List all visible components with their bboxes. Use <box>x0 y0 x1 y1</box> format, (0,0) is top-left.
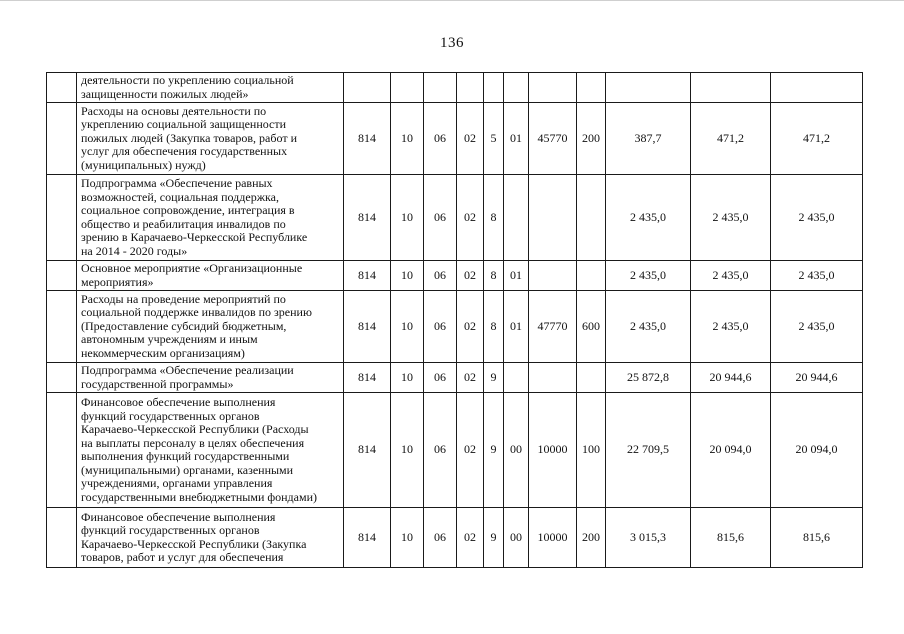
row-margin-cell <box>47 103 77 175</box>
amount-year-1: 387,7 <box>606 103 691 175</box>
program-code: 02 <box>457 261 484 291</box>
section-code: 10 <box>391 508 424 568</box>
row-margin-cell <box>47 261 77 291</box>
table-row <box>47 363 863 393</box>
direction-code <box>529 363 577 393</box>
subsection-code <box>424 73 457 103</box>
table-row <box>47 291 863 363</box>
section-code: 10 <box>391 393 424 508</box>
scan-top-edge <box>0 0 904 1</box>
section-code: 10 <box>391 261 424 291</box>
row-margin-cell <box>47 175 77 261</box>
row-description: Финансовое обеспечение выполнения функций государственных органов Карачаево-Черкесской Республики (Закупка товаров, работ и услуг для обеспечения <box>77 508 344 568</box>
direction-code: 47770 <box>529 291 577 363</box>
subprogram-code: 8 <box>484 175 504 261</box>
direction-code: 10000 <box>529 508 577 568</box>
subsection-code: 06 <box>424 103 457 175</box>
ministry-code: 814 <box>344 291 391 363</box>
amount-year-3: 2 435,0 <box>771 175 863 261</box>
program-code: 02 <box>457 291 484 363</box>
event-code: 00 <box>504 508 529 568</box>
direction-code: 45770 <box>529 103 577 175</box>
ministry-code: 814 <box>344 261 391 291</box>
row-margin-cell <box>47 508 77 568</box>
program-code: 02 <box>457 175 484 261</box>
event-code <box>504 175 529 261</box>
expense-type-code <box>577 73 606 103</box>
amount-year-2: 20 944,6 <box>691 363 771 393</box>
table-row <box>47 508 863 568</box>
event-code: 00 <box>504 393 529 508</box>
section-code: 10 <box>391 363 424 393</box>
amount-year-2: 20 094,0 <box>691 393 771 508</box>
amount-year-3: 20 944,6 <box>771 363 863 393</box>
ministry-code: 814 <box>344 393 391 508</box>
row-description: Основное мероприятие «Организационные мероприятия» <box>77 261 344 291</box>
amount-year-3: 20 094,0 <box>771 393 863 508</box>
subsection-code: 06 <box>424 393 457 508</box>
subsection-code: 06 <box>424 363 457 393</box>
expense-type-code: 200 <box>577 103 606 175</box>
ministry-code: 814 <box>344 363 391 393</box>
section-code: 10 <box>391 103 424 175</box>
table-body <box>47 73 863 568</box>
row-description: Финансовое обеспечение выполнения функций государственных органов Карачаево-Черкесской Республики (Расходы на выплаты персоналу в целях обеспечения выполнения функций государственными (муниципальными) органами, казенными учреждениями, органами управления государственными внебюджетными фондами) <box>77 393 344 508</box>
expense-type-code <box>577 363 606 393</box>
amount-year-1: 2 435,0 <box>606 261 691 291</box>
amount-year-3: 2 435,0 <box>771 261 863 291</box>
subprogram-code: 9 <box>484 508 504 568</box>
amount-year-3: 2 435,0 <box>771 291 863 363</box>
expense-type-code: 600 <box>577 291 606 363</box>
amount-year-1: 22 709,5 <box>606 393 691 508</box>
program-code <box>457 73 484 103</box>
section-code <box>391 73 424 103</box>
row-margin-cell <box>47 73 77 103</box>
amount-year-2 <box>691 73 771 103</box>
direction-code <box>529 73 577 103</box>
amount-year-2: 2 435,0 <box>691 261 771 291</box>
section-code: 10 <box>391 291 424 363</box>
subprogram-code: 5 <box>484 103 504 175</box>
amount-year-2: 471,2 <box>691 103 771 175</box>
table-row <box>47 73 863 103</box>
amount-year-1: 2 435,0 <box>606 175 691 261</box>
subsection-code: 06 <box>424 291 457 363</box>
row-margin-cell <box>47 291 77 363</box>
table-row <box>47 393 863 508</box>
subprogram-code: 9 <box>484 393 504 508</box>
amount-year-1 <box>606 73 691 103</box>
table-row <box>47 261 863 291</box>
subsection-code: 06 <box>424 175 457 261</box>
program-code: 02 <box>457 363 484 393</box>
amount-year-2: 2 435,0 <box>691 175 771 261</box>
amount-year-1: 3 015,3 <box>606 508 691 568</box>
amount-year-2: 815,6 <box>691 508 771 568</box>
ministry-code <box>344 73 391 103</box>
section-code: 10 <box>391 175 424 261</box>
ministry-code: 814 <box>344 175 391 261</box>
amount-year-3: 471,2 <box>771 103 863 175</box>
direction-code <box>529 175 577 261</box>
direction-code: 10000 <box>529 393 577 508</box>
amount-year-3 <box>771 73 863 103</box>
table-row <box>47 175 863 261</box>
expense-type-code <box>577 261 606 291</box>
subprogram-code: 9 <box>484 363 504 393</box>
subsection-code: 06 <box>424 261 457 291</box>
subprogram-code: 8 <box>484 291 504 363</box>
expense-type-code: 200 <box>577 508 606 568</box>
direction-code <box>529 261 577 291</box>
row-margin-cell <box>47 393 77 508</box>
row-description: Расходы на основы деятельности по укреплению социальной защищенности пожилых людей (Закупка товаров, работ и услуг для обеспечения государственных (муниципальных) нужд) <box>77 103 344 175</box>
row-description: Подпрограмма «Обеспечение реализации государственной программы» <box>77 363 344 393</box>
amount-year-1: 2 435,0 <box>606 291 691 363</box>
event-code: 01 <box>504 291 529 363</box>
program-code: 02 <box>457 393 484 508</box>
ministry-code: 814 <box>344 508 391 568</box>
row-description: Расходы на проведение мероприятий по социальной поддержке инвалидов по зрению (Предоставление субсидий бюджетным, автономным учреждениям и иным некоммерческим организациям) <box>77 291 344 363</box>
amount-year-3: 815,6 <box>771 508 863 568</box>
row-description: деятельности по укреплению социальной защищенности пожилых людей» <box>77 73 344 103</box>
amount-year-2: 2 435,0 <box>691 291 771 363</box>
table-row <box>47 103 863 175</box>
event-code: 01 <box>504 261 529 291</box>
subsection-code: 06 <box>424 508 457 568</box>
ministry-code: 814 <box>344 103 391 175</box>
row-description: Подпрограмма «Обеспечение равных возможностей, социальная поддержка, социальное сопровождение, интеграция в общество и реабилитация инвалидов по зрению в Карачаево-Черкесской Республике на 2014 - 2020 годы» <box>77 175 344 261</box>
amount-year-1: 25 872,8 <box>606 363 691 393</box>
expense-type-code <box>577 175 606 261</box>
event-code: 01 <box>504 103 529 175</box>
program-code: 02 <box>457 103 484 175</box>
subprogram-code <box>484 73 504 103</box>
event-code <box>504 73 529 103</box>
program-code: 02 <box>457 508 484 568</box>
event-code <box>504 363 529 393</box>
budget-table <box>46 72 863 568</box>
expense-type-code: 100 <box>577 393 606 508</box>
subprogram-code: 8 <box>484 261 504 291</box>
page-number: 136 <box>440 35 464 51</box>
row-margin-cell <box>47 363 77 393</box>
